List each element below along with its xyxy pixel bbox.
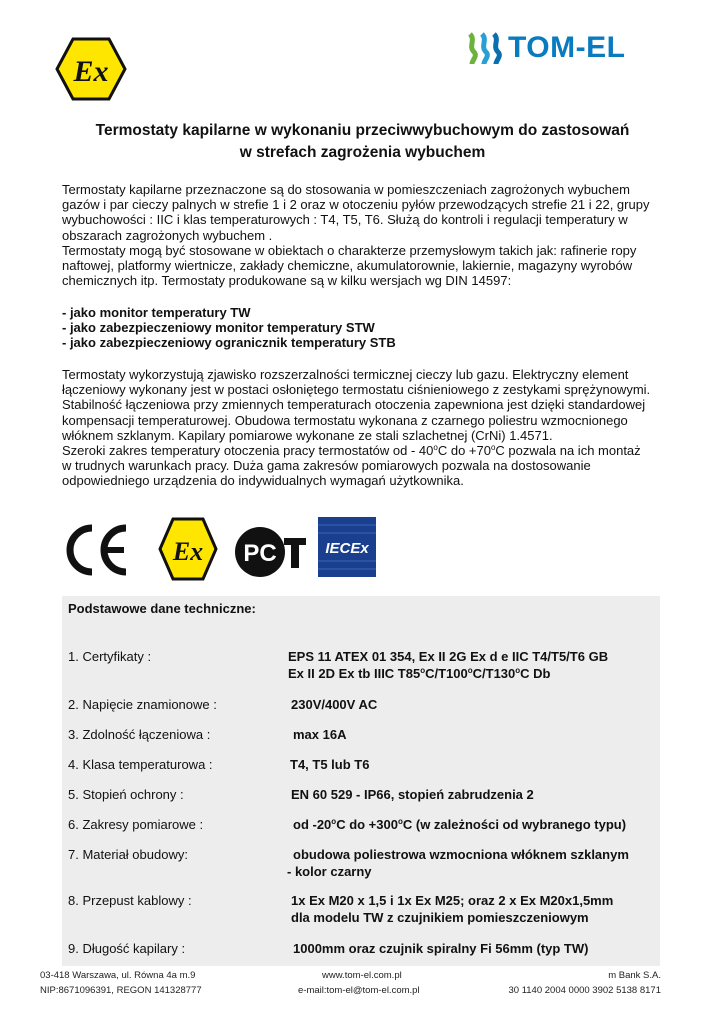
list-item: - jako zabezpieczeniowy ogranicznik temperatury STB (62, 335, 396, 351)
text-line: naftowej, platformy wiertnicze, zakłady chemiczne, akumulatorownie, lakiernie, magazyny wyrobów (62, 258, 633, 274)
specs-heading: Podstawowe dane techniczne: (68, 601, 256, 616)
list-item: - jako monitor temperatury TW (62, 305, 251, 320)
text-line: Termostaty mogą być stosowane w obiektach o charakterze przemysłowym takich jak: rafinerie ropy (62, 242, 637, 258)
text-line: łączeniowy wykonany jest w postaci osłoniętego termostatu ciśnieniowego z zestykami sprężynowymi. (62, 382, 651, 398)
spec-label: 4. Klasa temperaturowa : (68, 757, 213, 772)
versions-list (62, 305, 396, 351)
text-line: odpowiedniego urządzenia do indywidualnych wymagań użytkownika. (62, 473, 464, 489)
tomel-wave-icon (466, 30, 506, 66)
text-line: chemicznych itp. Termostaty produkowane są w kilku wersjach wg DIN 14597: (62, 273, 512, 289)
text-line: obszarach zagrożonych wybuchem . (62, 227, 273, 243)
footer-bank: m Bank S.A. (608, 970, 661, 981)
ex-logo (55, 37, 127, 101)
page-title (0, 120, 725, 164)
intro-paragraph (62, 182, 662, 288)
spec-value: 1000mm oraz czujnik spiralny Fi 56mm (typ TW) (293, 941, 589, 956)
spec-value: 1x Ex M20 x 1,5 i 1x Ex M25; oraz 2 x Ex M20x1,5mm (291, 893, 614, 908)
text-line: wybuchowości : IIC i klas temperaturowych : T4, T5, T6. Służą do kontroli i regulacji temperatury w (62, 212, 628, 228)
spec-value-line2: dla modelu TW z czujnikiem pomieszczeniowym (291, 910, 589, 925)
spec-value-cert-line2: Ex II 2D Ex tb IIIC T85$^o$C/T100$^o$C/T130$^o$C Db (288, 666, 551, 681)
spec-value: EN 60 529 - IP66, stopień zabrudzenia 2 (291, 787, 534, 802)
spec-label: 2. Napięcie znamionowe : (68, 697, 217, 712)
spec-label: 3. Zdolność łączeniowa : (68, 727, 211, 742)
iecex-mark-icon (318, 517, 376, 577)
ambient-range-line: Szeroki zakres temperatury otoczenia pracy termostatów od - 40$^o$C do $+70^oC$ pozwala na ich montaż (62, 443, 641, 459)
ex-cert-icon (158, 516, 218, 582)
spec-label: 7. Materiał obudowy: (68, 847, 188, 862)
spec-value: obudowa poliestrowa wzmocniona włóknem szklanym (293, 847, 629, 862)
ex-cert-text: Ex (172, 537, 204, 566)
pct-mark-icon (232, 524, 308, 580)
footer-email-link[interactable]: e-mail:tom-el@tom-el.com.pl (298, 985, 420, 996)
ce-mark-icon (62, 522, 132, 578)
svg-text:PC: PC (243, 540, 277, 567)
spec-value: max 16A (293, 727, 347, 742)
iecex-text: IECEx (325, 540, 369, 557)
ex-logo-text: Ex (73, 55, 109, 88)
text-line: w trudnych warunkach pracy. Duża gama zakresów pomiarowych pozwala na dostosowanie (62, 458, 591, 474)
spec-value-line2: - kolor czarny (287, 864, 372, 879)
text-line: Termostaty kapilarne przeznaczone są do stosowania w pomieszczeniach zagrożonych wybuchem (62, 182, 630, 197)
description-paragraph (62, 367, 662, 489)
spec-label: 8. Przepust kablowy : (68, 893, 192, 908)
tomel-logo (466, 30, 666, 66)
spec-value: T4, T5 lub T6 (290, 757, 370, 772)
text-line: gazów i par cieczy palnych w strefie 1 i 2 oraz w otoczeniu pyłów przewodzących strefie 21 i 22, grupy (62, 197, 650, 213)
title-line-2: w strefach zagrożenia wybuchem (239, 144, 486, 161)
footer-www-link[interactable]: www.tom-el.com.pl (322, 970, 402, 981)
footer-nip: NIP:8671096391, REGON 141328777 (40, 985, 202, 996)
spec-label: 1. Certyfikaty : (68, 649, 152, 664)
spec-label: 5. Stopień ochrony : (68, 787, 184, 802)
text-line: Stabilność łączeniowa przy zmiennych temperaturach otoczenia zapewniona jest dzięki standardowej (62, 397, 646, 413)
list-item: - jako zabezpieczeniowy monitor temperatury STW (62, 320, 375, 336)
spec-label: 6. Zakresy pomiarowe : (68, 817, 204, 832)
tomel-logo-text: TOM-EL (508, 31, 626, 64)
text-line: włóknem szklanym. Kapilary pomiarowe wykonane ze stali szlachetnej (CrNi) 1.4571. (62, 427, 553, 443)
footer-address: 03-418 Warszawa, ul. Równa 4a m.9 (40, 970, 196, 981)
text-line: Termostaty wykorzystują zjawisko rozszerzalności termicznej cieczy lub gazu. Elektryczny element (62, 367, 629, 382)
title-line-1: Termostaty kapilarne w wykonaniu przeciwwybuchowym do zastosowań (95, 122, 630, 139)
spec-value: EPS 11 ATEX 01 354, Ex II 2G Ex d e IIC T4/T5/T6 GB (288, 649, 609, 664)
text-line: kompensacji temperaturowej. Obudowa termostatu wykonana z czarnego poliestru wzmocnionego (62, 412, 628, 428)
spec-label: 9. Długość kapilary : (68, 941, 186, 956)
footer-account: 30 1140 2004 0000 3902 5138 8171 (508, 985, 661, 996)
spec-value: 230V/400V AC (291, 697, 378, 712)
spec-value-range: od -20$^o$C do $+300^oC$ (w zależności od wybranego typu) (293, 817, 627, 832)
